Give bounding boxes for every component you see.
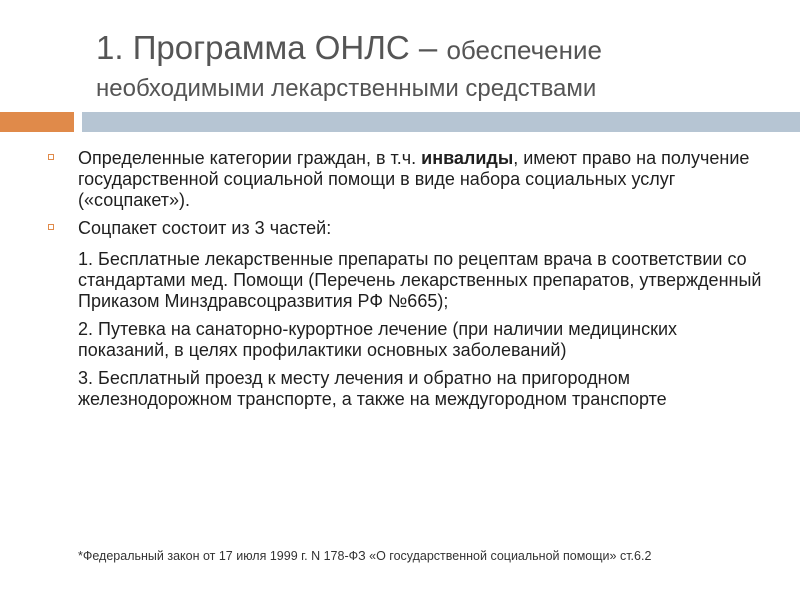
list-item: 1. Бесплатные лекарственные препараты по рецептам врача в соответствии со стандартами мед. Помощи (Перечень лекарственных препаратов, утвержденный Приказом Минздравсоцразвития РФ №665); [78, 249, 762, 311]
slide-body [48, 148, 768, 417]
list-item: 3. Бесплатный проезд к месту лечения и обратно на пригородном железнодорожном транспорте, а также на междугородном транспорте [78, 368, 667, 409]
title-main: 1. Программа ОНЛС – [96, 29, 447, 66]
square-bullet-icon [48, 154, 54, 160]
bullet-bold-text: инвалиды [421, 148, 514, 168]
title-line-1 [96, 26, 776, 72]
list-item: 2. Путевка на санаторно-курортное лечение (при наличии медицинских показаний, в целях профилактики основных заболеваний) [78, 319, 677, 360]
bullet-text: , имеют право на получение государственной социальной помощи в виде набора социальных услуг («соцпакет»). [78, 148, 750, 210]
slide-title [96, 26, 776, 106]
bullet-text: Определенные категории граждан, в т.ч. [78, 148, 422, 168]
bullet-item [48, 148, 768, 211]
bullet-text: Соцпакет состоит из 3 частей: [78, 218, 332, 238]
divider-bar [82, 112, 800, 132]
title-line-2: необходимыми лекарственными средствами [96, 75, 597, 102]
title-sub: обеспечение [446, 35, 602, 65]
accent-bar [0, 112, 74, 132]
bullet-item [48, 218, 768, 239]
square-bullet-icon [48, 224, 54, 230]
footnote: *Федеральный закон от 17 июля 1999 г. N 178-ФЗ «О государственной социальной помощи» ст.6.2 [78, 549, 652, 563]
